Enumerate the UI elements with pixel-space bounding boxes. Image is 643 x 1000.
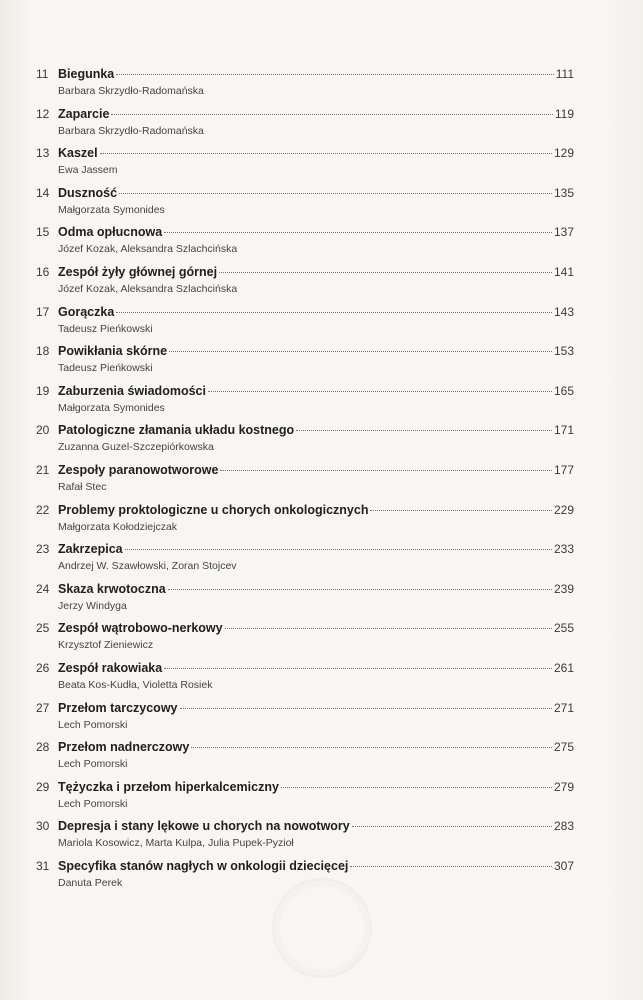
chapter-title: Zakrzepica xyxy=(58,542,123,557)
chapter-author: Józef Kozak, Aleksandra Szlachcińska xyxy=(58,282,238,295)
chapter-number: 29 xyxy=(36,779,50,794)
page-number: 135 xyxy=(553,185,574,200)
toc-entry xyxy=(36,104,574,144)
toc-entry xyxy=(36,816,574,856)
page-number: 307 xyxy=(553,858,574,873)
chapter-author: Zuzanna Guzel-Szczepiórkowska xyxy=(58,441,214,454)
toc-entry xyxy=(36,262,574,302)
toc-entry xyxy=(36,302,574,342)
page-number: 171 xyxy=(553,423,574,438)
page-number: 141 xyxy=(553,264,574,279)
dot-leader xyxy=(180,708,552,709)
page-number: 239 xyxy=(553,581,574,596)
dot-leader xyxy=(296,430,552,431)
chapter-number: 22 xyxy=(36,502,50,517)
toc-entry xyxy=(36,737,574,777)
chapter-author: Małgorzata Symonides xyxy=(58,203,165,216)
chapter-title: Skaza krwotoczna xyxy=(58,581,166,596)
toc-entry xyxy=(36,341,574,381)
page-number: 279 xyxy=(553,779,574,794)
page-number: 111 xyxy=(555,67,574,81)
dot-leader xyxy=(169,351,552,352)
page-number: 229 xyxy=(553,502,574,517)
dot-leader xyxy=(125,549,552,550)
chapter-title: Zespół żyły głównej górnej xyxy=(58,264,218,279)
chapter-title: Kaszel xyxy=(58,146,98,161)
chapter-number: 20 xyxy=(36,423,50,438)
chapter-author: Jerzy Windyga xyxy=(58,599,127,612)
chapter-title: Duszność xyxy=(58,185,118,200)
chapter-author: Tadeusz Pieńkowski xyxy=(58,362,153,375)
page-number: 153 xyxy=(553,344,574,359)
chapter-number: 24 xyxy=(36,581,50,596)
chapter-number: 17 xyxy=(36,304,50,319)
chapter-title: Patologiczne złamania układu kostnego xyxy=(58,423,295,438)
toc-entry xyxy=(36,539,574,579)
chapter-title: Depresja i stany lękowe u chorych na nowotwory xyxy=(58,819,350,834)
chapter-number: 19 xyxy=(36,383,50,398)
chapter-number: 16 xyxy=(36,264,50,279)
dot-leader xyxy=(225,628,552,629)
chapter-number: 18 xyxy=(36,344,50,359)
chapter-number: 12 xyxy=(36,106,50,121)
chapter-title: Tężyczka i przełom hiperkalcemiczny xyxy=(58,779,279,794)
chapter-author: Lech Pomorski xyxy=(58,718,128,731)
chapter-title: Zespoły paranowotworowe xyxy=(58,462,219,477)
toc-entry xyxy=(36,183,574,223)
chapter-author: Lech Pomorski xyxy=(58,797,128,810)
dot-leader xyxy=(220,470,552,471)
chapter-title: Specyfika stanów nagłych w onkologii dziecięcej xyxy=(58,858,349,873)
chapter-title: Zespół wątrobowo-nerkowy xyxy=(58,621,223,636)
chapter-number: 25 xyxy=(36,621,50,636)
toc-entry xyxy=(36,658,574,698)
chapter-author: Rafał Stec xyxy=(58,480,107,493)
chapter-author: Tadeusz Pieńkowski xyxy=(58,322,153,335)
dot-leader xyxy=(352,826,552,827)
chapter-number: 15 xyxy=(36,225,50,240)
toc-entry xyxy=(36,143,574,183)
chapter-title: Zaparcie xyxy=(58,106,110,121)
chapter-number: 28 xyxy=(36,740,50,755)
page-number: 129 xyxy=(553,146,574,161)
dot-leader xyxy=(370,510,552,511)
chapter-author: Ewa Jassem xyxy=(58,164,118,177)
toc-entry xyxy=(36,222,574,262)
chapter-author: Małgorzata Kołodziejczak xyxy=(58,520,178,533)
dot-leader xyxy=(350,866,552,867)
chapter-title: Biegunka xyxy=(58,67,115,81)
page-number: 143 xyxy=(553,304,574,319)
chapter-number: 13 xyxy=(36,146,50,161)
page-number: 275 xyxy=(553,740,574,755)
chapter-author: Krzysztof Zieniewicz xyxy=(58,639,154,652)
toc-entry xyxy=(36,777,574,817)
toc-entry xyxy=(36,64,574,104)
chapter-number: 11 xyxy=(36,67,49,81)
chapter-number: 14 xyxy=(36,185,50,200)
page-number: 165 xyxy=(553,383,574,398)
chapter-author: Danuta Perek xyxy=(58,876,123,889)
chapter-number: 26 xyxy=(36,660,50,675)
chapter-author: Andrzej W. Szawłowski, Zoran Stojcev xyxy=(58,560,237,573)
page-number: 271 xyxy=(553,700,574,715)
page-number: 261 xyxy=(553,660,574,675)
chapter-author: Beata Kos-Kudła, Violetta Rosiek xyxy=(58,678,213,691)
dot-leader xyxy=(164,668,552,669)
chapter-number: 21 xyxy=(36,462,50,477)
chapter-title: Zaburzenia świadomości xyxy=(58,383,206,398)
chapter-title: Gorączka xyxy=(58,304,115,319)
toc-entry xyxy=(36,460,574,500)
chapter-author: Lech Pomorski xyxy=(58,758,128,771)
chapter-title: Problemy proktologiczne u chorych onkologicznych xyxy=(58,502,369,517)
chapter-title: Przełom nadnerczowy xyxy=(58,740,190,755)
chapter-author: Mariola Kosowicz, Marta Kulpa, Julia Pupek-Pyzioł xyxy=(58,837,294,850)
chapter-author: Józef Kozak, Aleksandra Szlachcińska xyxy=(58,243,238,256)
page-number: 283 xyxy=(553,819,574,834)
page-number: 177 xyxy=(553,462,574,477)
chapter-author: Barbara Skrzydło-Radomańska xyxy=(58,124,204,137)
chapter-title: Powikłania skórne xyxy=(58,344,168,359)
dot-leader xyxy=(119,193,552,194)
dot-leader xyxy=(116,74,553,75)
page-number: 233 xyxy=(553,542,574,557)
dot-leader xyxy=(191,747,552,748)
table-of-contents xyxy=(36,64,574,895)
chapter-number: 31 xyxy=(36,858,50,873)
dot-leader xyxy=(164,232,552,233)
chapter-number: 27 xyxy=(36,700,50,715)
chapter-number: 30 xyxy=(36,819,50,834)
dot-leader xyxy=(208,391,552,392)
page-number: 119 xyxy=(554,106,574,121)
chapter-author: Małgorzata Symonides xyxy=(58,401,165,414)
toc-entry xyxy=(36,698,574,738)
toc-entry xyxy=(36,381,574,421)
faint-library-stamp xyxy=(272,878,372,978)
chapter-title: Zespół rakowiaka xyxy=(58,660,163,675)
dot-leader xyxy=(111,114,552,115)
page-number: 255 xyxy=(553,621,574,636)
dot-leader xyxy=(100,153,552,154)
chapter-title: Przełom tarczycowy xyxy=(58,700,178,715)
dot-leader xyxy=(219,272,552,273)
chapter-number: 23 xyxy=(36,542,50,557)
dot-leader xyxy=(281,787,552,788)
chapter-author: Barbara Skrzydło-Radomańska xyxy=(58,85,204,97)
dot-leader xyxy=(116,312,552,313)
toc-entry xyxy=(36,618,574,658)
toc-entry xyxy=(36,500,574,540)
toc-entry xyxy=(36,420,574,460)
dot-leader xyxy=(168,589,552,590)
page-number: 137 xyxy=(553,225,574,240)
toc-entry xyxy=(36,579,574,619)
chapter-title: Odma opłucnowa xyxy=(58,225,163,240)
